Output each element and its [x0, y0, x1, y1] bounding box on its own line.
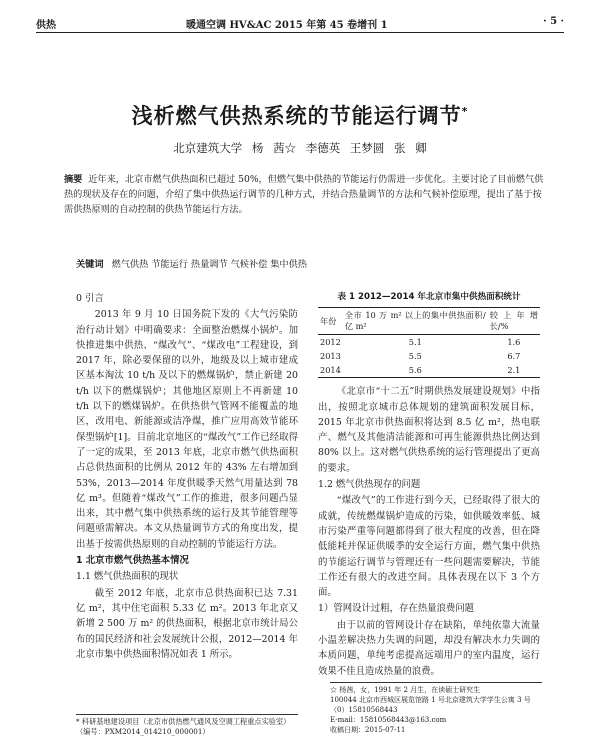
section-heading: 1 北京市燃气供热基本情况	[76, 555, 189, 567]
table-cell: 2014	[318, 363, 343, 378]
left-column	[76, 290, 298, 662]
keywords	[76, 256, 546, 270]
header-page-number: · 5 ·	[543, 16, 564, 27]
paragraph: 截至 2012 年底，北京市总供热面积已达 7.31 亿 m²，其中住宅面积 5.33 亿 m²。2013 年北京又新增 2 500 万 m² 的供热面积，根据北京市统计局公布的国民经济和社会发展统计公报，2012—2014 年北京市集中供热面积情况如表 1 所示。	[76, 587, 298, 660]
table-cell: 5.1	[408, 337, 422, 348]
article-title	[0, 100, 600, 130]
table-caption: 表 1 2012—2014 年北京市集中供热面积统计	[337, 292, 521, 302]
title-text: 浅析燃气供热系统的节能运行调节	[131, 104, 462, 128]
table-cell: 5.6	[343, 363, 488, 378]
footnote-line: ☆ 杨茜，女，1991 年 2 月生，在读硕士研究生	[330, 686, 481, 694]
table-cell: 2012	[320, 337, 341, 348]
right-column	[318, 290, 540, 679]
abstract	[64, 172, 546, 217]
abstract-text: 近年来，北京市燃气供热面积已超过 50%，但燃气集中供热的节能运行仍需进一步优化。主要讨论了目前燃气供热的现状及存在的问题，介绍了集中供热运行调节的几种方式，并结合热量调节的方法和气候补偿原理，提出了基于按需供热原则的自动控制的供热节能运行方法。	[64, 174, 544, 215]
table-cell: 1.6	[507, 337, 521, 348]
table-cell: 5.5	[408, 351, 422, 362]
table-header: 较上年增长/%	[488, 308, 540, 335]
author-line: 北京建筑大学 杨 茜☆ 李德英 王梦圆 张 卿	[173, 141, 427, 155]
paragraph: “煤改气”的工作进行到今天，已经取得了很大的成就，传统燃煤锅炉造成的污染，如供暖效率低、城市污染严重等问题都得到了很大程度的改善，但在降低能耗并保证供暖季的安全运行方面，燃气集中供热的节能运行调节与管理还有一些问题需要解决，节能工作还有很大的改进空间。具体表现在以下 3 个方面。	[318, 495, 540, 599]
subsection-heading: 1.1 燃气供热面积的现状	[76, 571, 179, 583]
data-table	[318, 290, 540, 378]
funding-footnote: * 科研基地建设项目（北京市供热燃气通风及空调工程重点实验室）（编号：PXM2014_014210_000001）	[76, 714, 298, 737]
header-journal: 暖通空调 HV&AC 2015 年第 45 卷增刊 1	[186, 20, 388, 31]
section-heading: 0 引言	[76, 293, 104, 304]
abstract-label: 摘要	[64, 174, 83, 185]
running-header	[36, 14, 564, 33]
footnote-line: （0）15810568443	[330, 706, 398, 714]
table-cell: 2.1	[488, 363, 540, 378]
footnote-line: 收稿日期：2015-07-11	[330, 726, 406, 734]
header-section: 供热	[36, 20, 56, 31]
subsection-heading: 1.2 燃气供热现存的问题	[318, 479, 421, 491]
table-header: 年份	[318, 308, 343, 335]
table-header: 全市 10 万 m² 以上的集中供热面积/亿 m²	[343, 308, 488, 335]
keywords-label: 关键词	[76, 259, 104, 270]
list-item-heading: 1）管网设计过粗，存在热量浪费问题	[318, 603, 474, 615]
footnote-line: 100044 北京市西城区展览馆路 1 号北京建筑大学学生公寓 3 号	[330, 696, 531, 704]
paragraph: 《北京市“十二五”时期供热发展建设规划》中指出，按照北京城市总体规划的建筑面积发展目标，2015 年北京市供热面积将达到 8.5 亿 m²，热电联产、燃气及其他清洁能源和可再生能源供热比例达到 80% 以上。这对燃气供热系统的运行管理提出了更高的要求。	[318, 386, 540, 474]
footnote-line: E-mail：15810568443@163.com	[330, 716, 447, 724]
table-row	[318, 335, 540, 350]
table-row	[318, 363, 540, 378]
title-footnote-mark: *	[461, 105, 469, 118]
paragraph: 由于以前的管网设计存在缺陷，单纯依靠大流量小温差解决热力失调的问题，却没有解决水力失调的本质问题，单纯考虑提高远端用户的室内温度，运行效果不佳且造成热量的浪费。	[318, 619, 540, 677]
table-row	[318, 349, 540, 363]
table-cell: 2013	[320, 351, 341, 362]
table-cell: 6.7	[507, 351, 521, 362]
paragraph: 2013 年 9 月 10 日国务院下发的《大气污染防治行动计划》中明确要求：全面整治燃煤小锅炉。加快推进集中供热、“煤改气”、“煤改电”工程建设，到 2017 年，除必要保留的以外，地级及以上城市建成区基本淘汰 10 t/h 及以下的燃煤锅炉，禁止新建 20 t/h 以下的燃煤锅炉；其他地区原则上不再新建 10 t/h 以下的燃煤锅炉。在供热供气管网不能覆盖的地区，改用电、新能源或洁净煤，推广应用高效节能环保型锅炉[1]。目前北京地区的“煤改气”工作已经取得了一定的成果，至 2013 年底，北京市燃气供热面积占总供热面积的比例从 2012 年的 43% 左右增加到 53%，2013—2014 年度供暖季天然气用量达到 78 亿 m³。但随着“煤改气”工作的推进，很多问题凸显出来，其中燃气集中供热系统的运行及其节能管理等问题亟需解决。本文从热量调节方式的角度出发，提出基于按需供热原则的自动控制的节能运行方法。	[76, 309, 298, 550]
author-footnote	[330, 682, 542, 735]
keywords-text: 燃气供热 节能运行 热量调节 气候补偿 集中供热	[111, 259, 307, 270]
